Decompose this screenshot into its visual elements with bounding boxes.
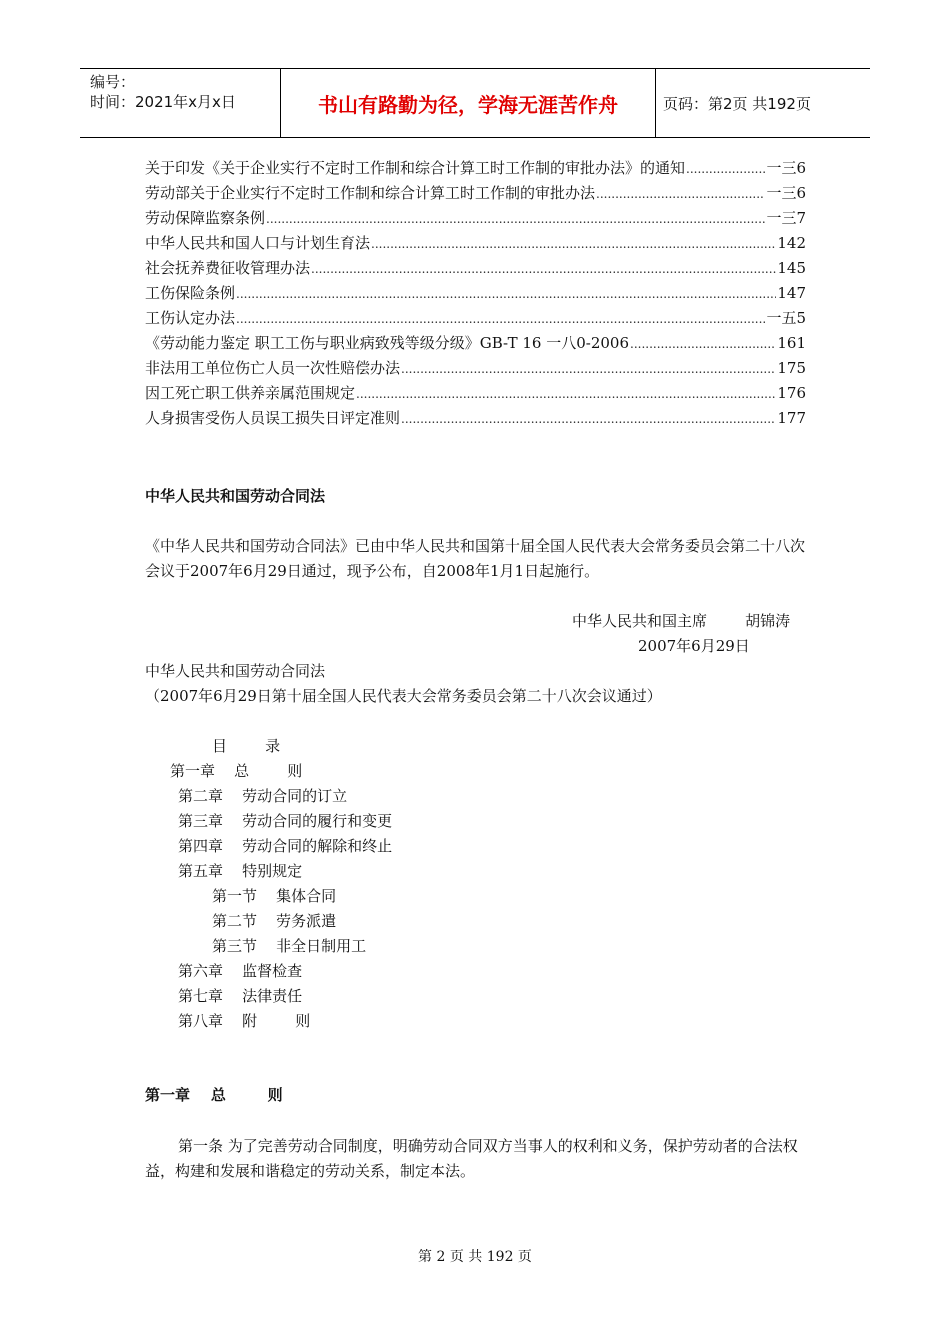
toc-entry-page: 147 [777, 284, 806, 302]
table-of-contents [145, 157, 806, 432]
contents-section-2[interactable]: 第二节 劳务派遣 [212, 912, 337, 930]
contents-chapter-7[interactable]: 第七章 法律责任 [178, 987, 303, 1005]
toc-leader-dots [266, 212, 765, 226]
toc-entry-page: 176 [777, 384, 806, 402]
header-left-cell [80, 69, 280, 137]
signer-line: 中华人民共和国主席 胡锦涛 [572, 612, 791, 630]
toc-entry-page: 一三7 [766, 209, 806, 227]
toc-entry-title: 非法用工单位伤亡人员一次性赔偿办法 [145, 359, 401, 377]
contents-chapter-8[interactable]: 第八章 附 则 [178, 1012, 311, 1030]
article-1-paragraph: 第一条 为了完善劳动合同制度，明确劳动合同双方当事人的权利和义务，保护劳动者的合法权益，构建和发展和谐稳定的劳动关系，制定本法。 [145, 1137, 798, 1180]
toc-entry-title: 关于印发《关于企业实行不定时工作制和综合计算工时工作制的审批办法》的通知 [145, 159, 686, 177]
toc-entry-title: 因工死亡职工供养亲属范围规定 [145, 384, 356, 402]
document-number-label: 编号： [90, 73, 136, 91]
toc-entry-title: 人身损害受伤人员误工损失日评定准则 [145, 409, 401, 427]
toc-leader-dots [311, 262, 776, 276]
toc-entry-page: 142 [777, 234, 806, 252]
document-time-label: 时间：2021年x月x日 [90, 93, 236, 111]
toc-entry[interactable] [145, 257, 806, 282]
sign-date: 2007年6月29日 [638, 637, 750, 655]
toc-entry[interactable] [145, 157, 806, 182]
contents-chapter-2[interactable]: 第二章 劳动合同的订立 [178, 787, 348, 805]
toc-leader-dots [596, 187, 765, 201]
contents-chapter-4[interactable]: 第四章 劳动合同的解除和终止 [178, 837, 393, 855]
toc-entry[interactable] [145, 357, 806, 382]
toc-entry[interactable] [145, 182, 806, 207]
contents-section-1[interactable]: 第一节 集体合同 [212, 887, 337, 905]
toc-entry-title: 中华人民共和国人口与计划生育法 [145, 234, 371, 252]
toc-entry-title: 《劳动能力鉴定 职工工伤与职业病致残等级分级》GB-T 16 一八0-2006 [145, 334, 630, 352]
toc-entry-title: 社会抚养费征收管理办法 [145, 259, 311, 277]
toc-entry-page: 一五5 [766, 309, 806, 327]
adoption-note: （2007年6月29日第十届全国人民代表大会常务委员会第二十八次会议通过） [145, 687, 662, 705]
toc-entry[interactable] [145, 207, 806, 232]
toc-entry-page: 一三6 [766, 159, 806, 177]
law-heading: 中华人民共和国劳动合同法 [145, 487, 326, 505]
toc-entry-page: 161 [777, 334, 806, 352]
toc-leader-dots [236, 312, 765, 326]
toc-entry-title: 工伤认定办法 [145, 309, 236, 327]
chapter-1-heading: 第一章 总 则 [145, 1086, 283, 1104]
toc-entry[interactable] [145, 382, 806, 407]
contents-chapter-1[interactable]: 第一章 总 则 [170, 762, 303, 780]
header-page-cell [655, 69, 870, 137]
toc-entry-page: 175 [777, 359, 806, 377]
contents-title: 目 录 [212, 737, 281, 755]
toc-entry-page: 一三6 [766, 184, 806, 202]
contents-chapter-6[interactable]: 第六章 监督检查 [178, 962, 303, 980]
toc-leader-dots [401, 412, 776, 426]
contents-chapter-5[interactable]: 第五章 特别规定 [178, 862, 303, 880]
header-motto-cell [280, 69, 656, 137]
contents-chapter-3[interactable]: 第三章 劳动合同的履行和变更 [178, 812, 393, 830]
toc-entry[interactable] [145, 282, 806, 307]
toc-entry-title: 劳动部关于企业实行不定时工作制和综合计算工时工作制的审批办法 [145, 184, 596, 202]
header-page-info: 页码：第2页 共192页 [663, 95, 811, 113]
toc-entry[interactable] [145, 407, 806, 432]
toc-leader-dots [371, 237, 776, 251]
toc-entry[interactable] [145, 232, 806, 257]
contents-section-3[interactable]: 第三节 非全日制用工 [212, 937, 367, 955]
page-header [80, 68, 870, 138]
toc-entry-title: 劳动保障监察条例 [145, 209, 266, 227]
toc-entry-title: 工伤保险条例 [145, 284, 236, 302]
toc-leader-dots [630, 337, 776, 351]
toc-entry[interactable] [145, 332, 806, 357]
announcement-paragraph: 《中华人民共和国劳动合同法》已由中华人民共和国第十届全国人民代表大会常务委员会第二十八次会议于2007年6月29日通过，现予公布，自2008年1月1日起施行。 [145, 537, 806, 580]
toc-entry-page: 177 [777, 409, 806, 427]
toc-entry[interactable] [145, 307, 806, 332]
header-motto: 书山有路勤为径，学海无涯苦作舟 [318, 93, 618, 117]
toc-leader-dots [356, 387, 776, 401]
toc-leader-dots [401, 362, 776, 376]
toc-leader-dots [686, 162, 765, 176]
page-footer: 第 2 页 共 192 页 [418, 1249, 532, 1265]
toc-entry-page: 145 [777, 259, 806, 277]
law-title: 中华人民共和国劳动合同法 [145, 662, 326, 680]
toc-leader-dots [236, 287, 776, 301]
